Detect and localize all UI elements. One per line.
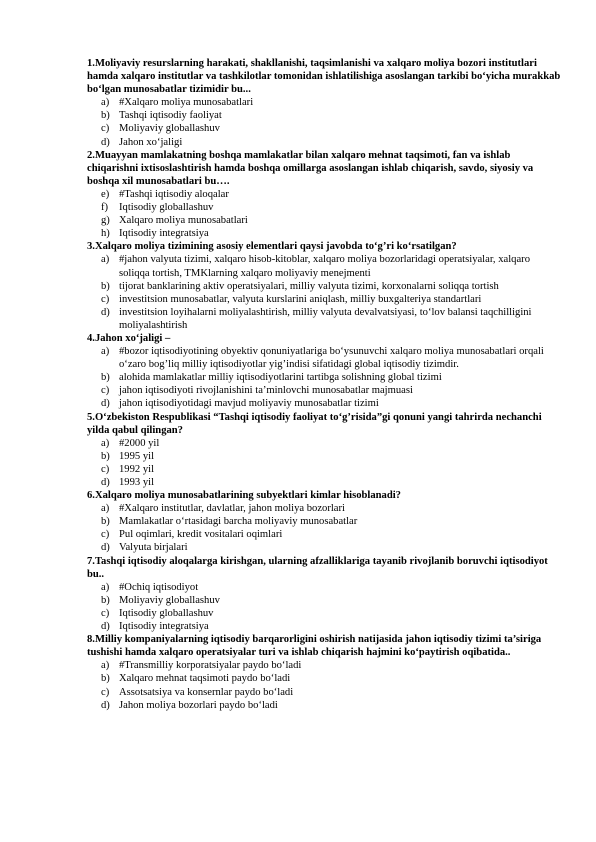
question-text: 7.Tashqi iqtisodiy aloqalarga kirishgan, ularning afzalliklariga tayanib rivojlanib boruvchi iqtisodiyot bu.. xyxy=(87,555,548,580)
option-text: investitsion munosabatlar, valyuta kurslarini aniqlash, milliy buxgalteriya standartlari xyxy=(119,293,482,305)
option-text: investitsion loyihalarni moliyalashtirish, milliy valyuta devalvatsiyasi, to‘lov balansi taqchilligini moliyalashtirish xyxy=(119,306,532,331)
option-text: #Xalqaro moliya munosabatlari xyxy=(119,97,254,109)
question-text: 8.Milliy kompaniyalarning iqtisodiy barqarorligini oshirish natijasida jahon iqtisodiy tizimi ta’siriga tushishi hamda xalqaro operatsiyalar turi va ishlab chiqarish hajmini ko‘paytirish oqibatida.. xyxy=(87,634,542,659)
option-marker: b) xyxy=(101,673,110,685)
answer-option xyxy=(87,437,561,450)
option-text: Mamlakatlar o‘rtasidagi barcha moliyaviy munosabatlar xyxy=(119,516,358,528)
answer-option xyxy=(87,620,561,633)
question-block xyxy=(87,411,561,490)
answer-option xyxy=(87,293,561,306)
option-text: Valyuta birjalari xyxy=(119,542,188,554)
answer-option xyxy=(87,227,561,240)
option-marker: a) xyxy=(101,437,110,449)
option-marker: d) xyxy=(101,398,110,410)
option-marker: b) xyxy=(101,516,110,528)
question-block xyxy=(87,240,561,332)
answer-options xyxy=(87,188,561,240)
option-marker: c) xyxy=(101,385,110,397)
option-marker: c) xyxy=(101,529,110,541)
option-text: 1993 yil xyxy=(119,477,155,488)
option-text: alohida mamlakatlar milliy iqtisodiyotlarini tartibga solishning global tizimi xyxy=(119,372,442,384)
answer-option xyxy=(87,345,561,371)
answer-option xyxy=(87,188,561,201)
option-marker: a) xyxy=(101,581,110,593)
option-text: #Tashqi iqtisodiy aloqalar xyxy=(119,188,229,200)
option-marker: b) xyxy=(101,450,110,462)
question-text: 6.Xalqaro moliya munosabatlarining subyektlari kimlar hisoblanadi? xyxy=(87,490,401,502)
question-text: 3.Xalqaro moliya tizimining asosiy elementlari qaysi javobda to‘g’ri ko‘rsatilgan? xyxy=(87,241,457,253)
option-marker: c) xyxy=(101,686,110,698)
answer-options xyxy=(87,253,561,332)
answer-option xyxy=(87,686,561,699)
document-page xyxy=(87,57,561,712)
option-marker: c) xyxy=(101,123,110,135)
answer-options xyxy=(87,581,561,633)
option-text: Xalqaro moliya munosabatlari xyxy=(119,215,248,227)
option-text: Assotsatsiya va konsernlar paydo bo‘ladi xyxy=(119,686,294,698)
option-marker: d) xyxy=(101,306,110,318)
option-text: #jahon valyuta tizimi, xalqaro hisob-kitoblar, xalqaro moliya bozorlaridagi operatsiyalar, xalqaro soliqqa tortish, TMKlarning xalqaro moliyaviy menejmenti xyxy=(119,254,530,279)
answer-option xyxy=(87,541,561,554)
answer-option xyxy=(87,384,561,397)
option-marker: b) xyxy=(101,110,110,122)
option-marker: a) xyxy=(101,254,110,266)
option-text: 1995 yil xyxy=(119,450,155,462)
answer-option xyxy=(87,122,561,135)
answer-option xyxy=(87,109,561,122)
option-text: Moliyaviy globallashuv xyxy=(119,123,220,135)
option-text: Jahon xo‘jaligi xyxy=(119,136,183,148)
answer-option xyxy=(87,659,561,672)
option-marker: e) xyxy=(101,188,110,200)
option-text: Iqtisodiy globallashuv xyxy=(119,202,214,214)
answer-option xyxy=(87,699,561,712)
option-marker: a) xyxy=(101,503,110,515)
question-block xyxy=(87,57,561,149)
option-text: jahon iqtisodiyotidagi mavjud moliyaviy munosabatlar tizimi xyxy=(119,398,379,410)
answer-option xyxy=(87,280,561,293)
option-text: Iqtisodiy integratsiya xyxy=(119,228,209,240)
option-marker: b) xyxy=(101,372,110,384)
option-text: #2000 yil xyxy=(119,437,160,449)
answer-option xyxy=(87,581,561,594)
answer-option xyxy=(87,136,561,149)
option-text: #Xalqaro institutlar, davlatlar, jahon moliya bozorlari xyxy=(119,503,345,515)
option-marker: c) xyxy=(101,607,110,619)
option-text: #Ochiq iqtisodiyot xyxy=(119,581,199,593)
answer-option xyxy=(87,201,561,214)
option-marker: d) xyxy=(101,621,110,633)
option-text: Moliyaviy globallashuv xyxy=(119,594,220,606)
answer-option xyxy=(87,371,561,384)
option-text: Xalqaro mehnat taqsimoti paydo bo‘ladi xyxy=(119,673,291,685)
option-text: Pul oqimlari, kredit vositalari oqimlari xyxy=(119,529,283,541)
answer-options xyxy=(87,96,561,148)
question-block xyxy=(87,149,561,241)
option-marker: d) xyxy=(101,699,110,711)
answer-option xyxy=(87,253,561,279)
question-block xyxy=(87,555,561,634)
option-text: #bozor iqtisodiyotining obyektiv qonuniyatlariga bo‘ysunuvchi xalqaro moliya munosabatlari orqali o‘zaro bog’liq milliy iqtisodiyotlar yig’indisi sifatidagi global iqtisodiy tizimdir. xyxy=(119,346,544,371)
question-block xyxy=(87,489,561,554)
answer-option xyxy=(87,96,561,109)
option-marker: c) xyxy=(101,463,110,475)
option-text: Iqtisodiy globallashuv xyxy=(119,607,214,619)
option-text: tijorat banklarining aktiv operatsiyalari, milliy valyuta tizimi, korxonalarni soliqqa tortish xyxy=(119,280,499,292)
answer-option xyxy=(87,502,561,515)
answer-option xyxy=(87,528,561,541)
answer-option xyxy=(87,397,561,410)
option-text: Tashqi iqtisodiy faoliyat xyxy=(119,110,222,122)
question-text: 5.O‘zbekiston Respublikasi “Tashqi iqtisodiy faoliyat to‘g’risida”gi qonuni yangi tahrirda nechanchi yilda qabul qilingan? xyxy=(87,411,542,436)
answer-option xyxy=(87,306,561,332)
option-marker: c) xyxy=(101,293,110,305)
answer-option xyxy=(87,672,561,685)
option-text: jahon iqtisodiyoti rivojlanishini ta’minlovchi munosabatlar majmuasi xyxy=(119,385,413,397)
question-block xyxy=(87,332,561,411)
option-marker: g) xyxy=(101,215,110,227)
answer-options xyxy=(87,659,561,711)
option-marker: d) xyxy=(101,136,110,148)
answer-options xyxy=(87,345,561,410)
question-text: 2.Muayyan mamlakatning boshqa mamlakatlar bilan xalqaro mehnat taqsimoti, fan va ishlab chiqarishni ixtisoslashtirish hamda boshqa omillarga asoslangan ishlab chiqarish, savdo, siyosiy va boshqa xil munosabatlari bu…. xyxy=(87,149,534,187)
answer-option xyxy=(87,594,561,607)
answer-option xyxy=(87,450,561,463)
option-marker: a) xyxy=(101,346,110,358)
option-marker: d) xyxy=(101,477,110,488)
answer-options xyxy=(87,502,561,554)
option-text: Iqtisodiy integratsiya xyxy=(119,621,209,633)
answer-option xyxy=(87,476,561,489)
answer-option xyxy=(87,463,561,476)
option-text: #Transmilliy korporatsiyalar paydo bo‘ladi xyxy=(119,660,302,672)
option-text: 1992 yil xyxy=(119,463,155,475)
option-marker: a) xyxy=(101,97,110,109)
answer-options xyxy=(87,437,561,489)
question-text: 1.Moliyaviy resurslarning harakati, shakllanishi, taqsimlanishi va xalqaro moliya bozori institutlari hamda xalqaro institutlar va tashkilotlar tomonidan ishlatilishiga asoslangan tarkibi bo‘yicha murakkab bo‘lgan munosabatlar tizimidir bu... xyxy=(87,58,561,96)
question-block xyxy=(87,633,561,712)
answer-option xyxy=(87,515,561,528)
option-marker: f) xyxy=(101,202,109,214)
option-marker: a) xyxy=(101,660,110,672)
answer-option xyxy=(87,607,561,620)
answer-option xyxy=(87,214,561,227)
question-text: 4.Jahon xo‘jaligi – xyxy=(87,332,171,344)
option-marker: b) xyxy=(101,594,110,606)
option-marker: h) xyxy=(101,228,110,240)
option-marker: d) xyxy=(101,542,110,554)
option-text: Jahon moliya bozorlari paydo bo‘ladi xyxy=(119,699,278,711)
option-marker: b) xyxy=(101,280,110,292)
